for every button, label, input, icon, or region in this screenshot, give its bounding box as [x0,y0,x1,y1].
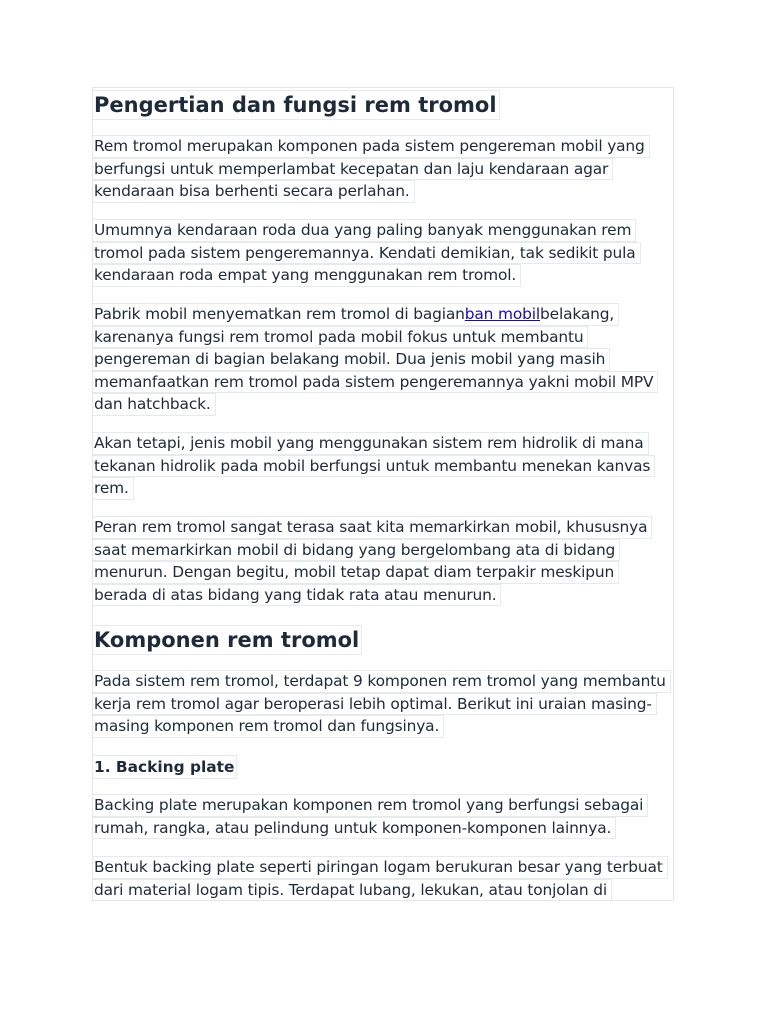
text-line: berfungsi untuk memperlambat kecepatan dan laju kendaraan agar [93,158,613,181]
paragraph-hydraulic [93,432,655,500]
paragraph-usage [93,219,641,287]
text-line: Pada sistem rem tromol, terdapat 9 komponen rem tromol yang membantu [93,670,671,693]
section-heading-komponen [93,625,362,655]
text-line: masing komponen rem tromol dan fungsinya. [93,715,444,738]
text-line: saat memarkirkan mobil di bidang yang bergelombang ata di bidang [93,539,620,562]
heading-text: Komponen rem tromol [93,625,362,655]
text-line: Bentuk backing plate seperti piringan logam berukuran besar yang terbuat [93,856,668,879]
paragraph-manufacturer [93,303,658,416]
text-line: rem. [93,477,134,500]
article-container [92,87,674,901]
text-line: kendaraan roda empat yang menggunakan rem tromol. [93,264,521,287]
text-line [93,303,619,326]
text-line: rumah, rangka, atau pelindung untuk komponen-komponen lainnya. [93,817,616,840]
text-line: Backing plate merupakan komponen rem tromol yang berfungsi sebagai [93,794,648,817]
section-heading-pengertian [93,90,500,120]
text-line: dan hatchback. [93,393,216,416]
text-line: kendaraan bisa berhenti secara perlahan. [93,180,415,203]
text-line: Umumnya kendaraan roda dua yang paling banyak menggunakan rem [93,219,636,242]
paragraph-backing-plate-shape [93,856,668,901]
paragraph-parking [93,516,652,606]
text-fragment: belakang, [540,305,615,323]
text-line: tromol pada sistem pengeremannya. Kendati demikian, tak sedikit pula [93,242,641,265]
paragraph-definition [93,135,650,203]
text-line: Peran rem tromol sangat terasa saat kita memarkirkan mobil, khususnya [93,516,652,539]
text-line: kerja rem tromol agar beroperasi lebih optimal. Berikut ini uraian masing- [93,693,657,716]
text-line: memanfaatkan rem tromol pada sistem pengeremannya yakni mobil MPV [93,371,658,394]
text-line: pengereman di bagian belakang mobil. Dua jenis mobil yang masih [93,348,610,371]
text-line: Akan tetapi, jenis mobil yang menggunakan sistem rem hidrolik di mana [93,432,649,455]
text-line: tekanan hidrolik pada mobil berfungsi untuk membantu menekan kanvas [93,455,655,478]
subheading-backing-plate [93,755,237,779]
text-line: karenanya fungsi rem tromol pada mobil fokus untuk membantu [93,326,588,349]
text-line: dari material logam tipis. Terdapat lubang, lekukan, atau tonjolan di [93,879,612,901]
heading-text: Pengertian dan fungsi rem tromol [93,90,500,120]
text-line: berada di atas bidang yang tidak rata atau menurun. [93,584,501,607]
text-fragment: Pabrik mobil menyematkan rem tromol di bagian [94,305,465,323]
text-line: Rem tromol merupakan komponen pada sistem pengereman mobil yang [93,135,650,158]
text-line: menurun. Dengan begitu, mobil tetap dapat diam terpakir meskipun [93,561,619,584]
subheading-text: 1. Backing plate [93,755,237,779]
paragraph-components-intro [93,670,671,738]
ban-mobil-link[interactable]: ban mobil [464,305,541,323]
paragraph-backing-plate-function [93,794,648,839]
